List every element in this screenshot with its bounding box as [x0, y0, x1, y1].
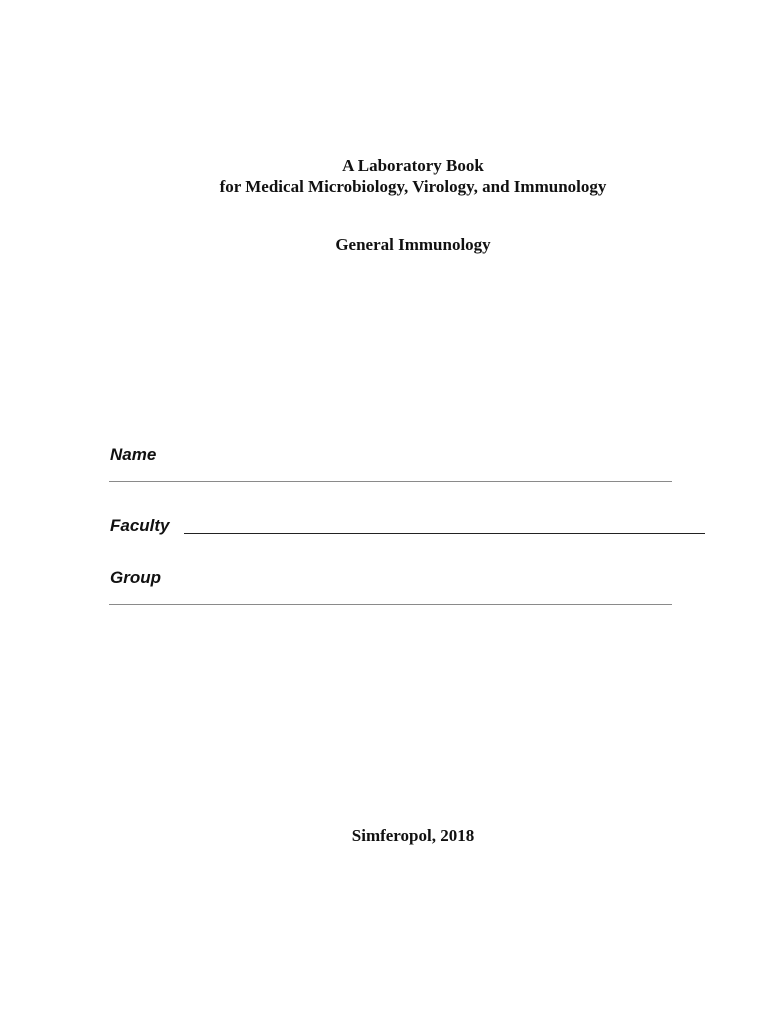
book-title-line-1: A Laboratory Book: [342, 156, 484, 175]
name-label: Name: [110, 445, 157, 464]
book-title-line-2: for Medical Microbiology, Virology, and Immunology: [219, 177, 607, 196]
group-field-line: [109, 604, 672, 605]
name-field-line: [109, 481, 672, 482]
group-label: Group: [110, 568, 161, 587]
place-and-year: Simferopol, 2018: [351, 826, 475, 845]
faculty-field-line: [184, 533, 705, 534]
book-subtitle: General Immunology: [335, 235, 491, 254]
faculty-label: Faculty: [110, 516, 170, 535]
